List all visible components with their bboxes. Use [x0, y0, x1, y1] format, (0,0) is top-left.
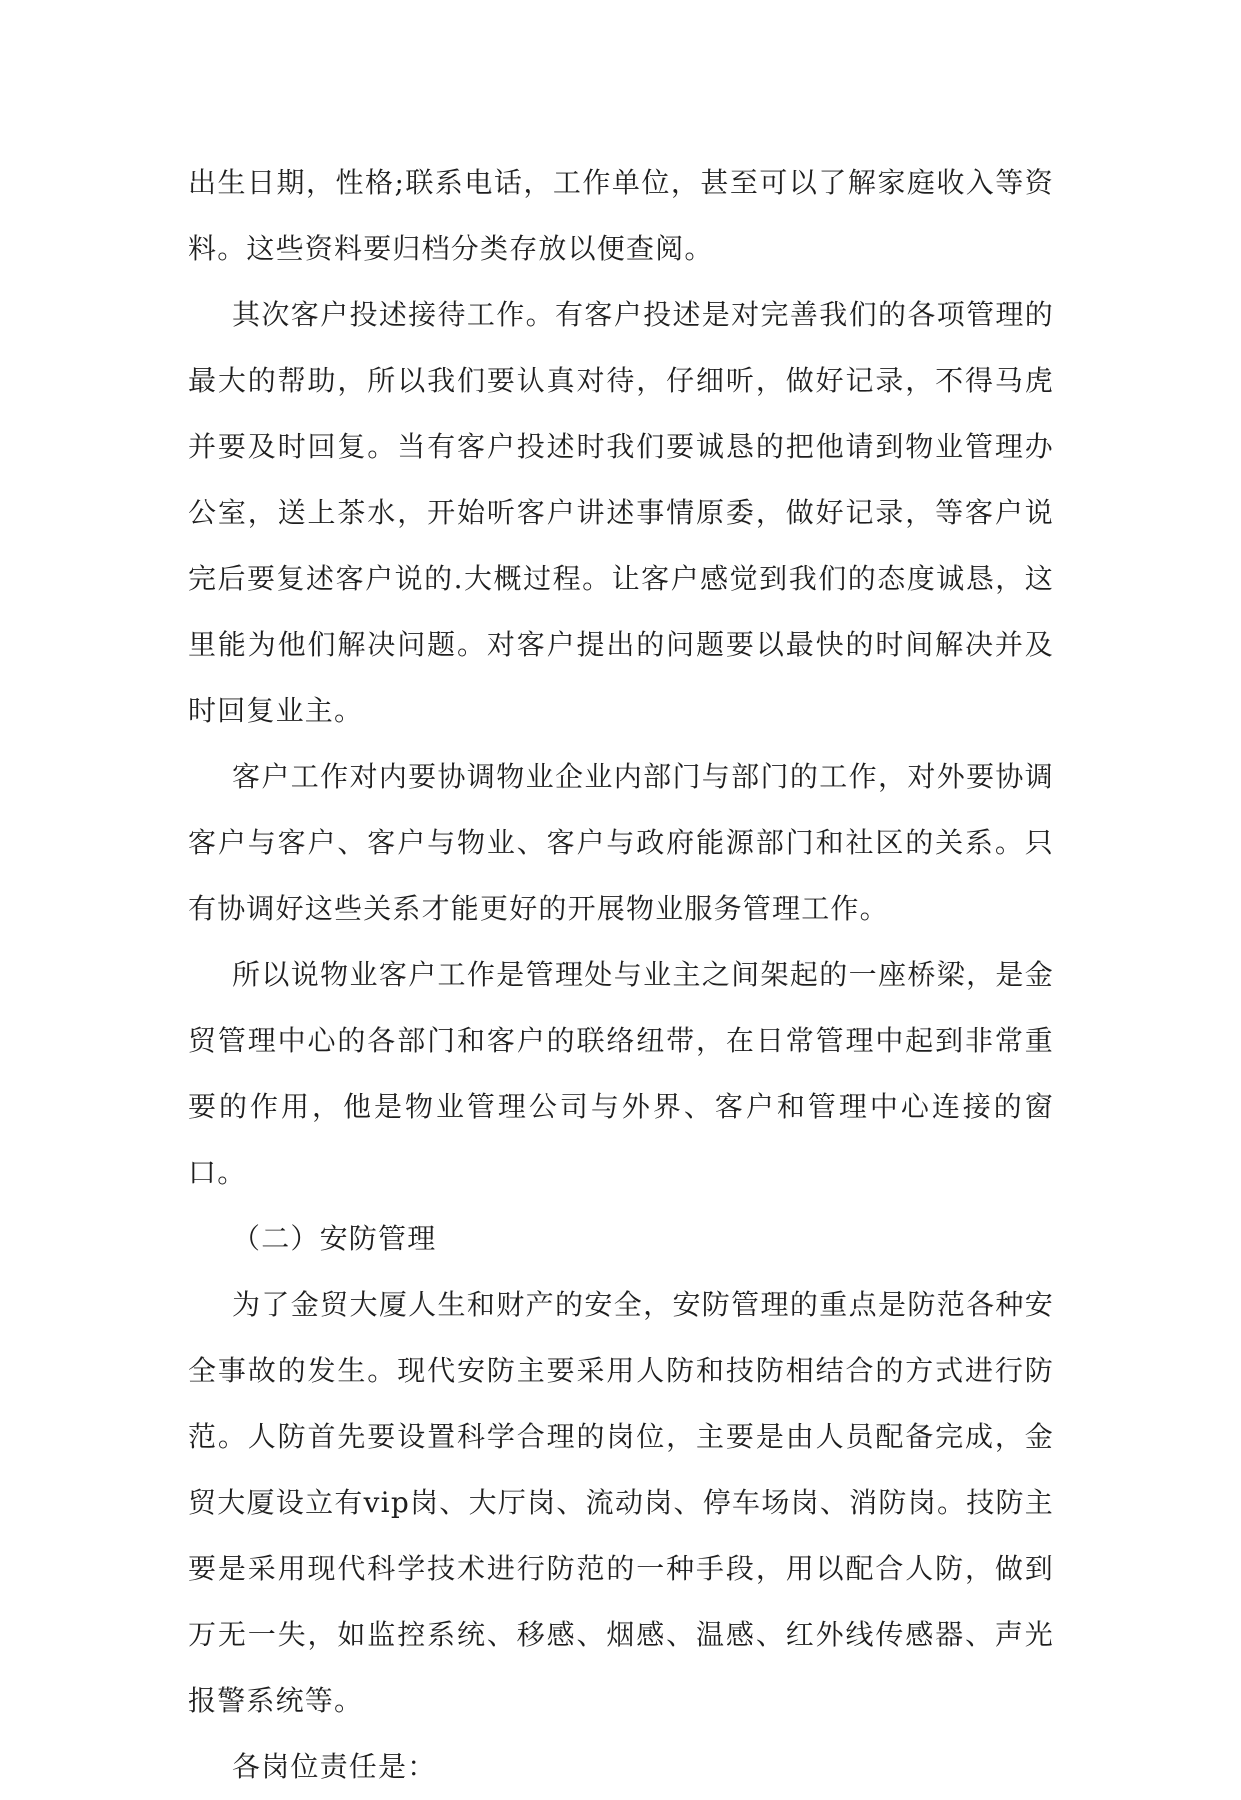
paragraph-complaint-reception: 其次客户投述接待工作。有客户投述是对完善我们的各项管理的最大的帮助，所以我们要认真对待，仔细听，做好记录，不得马虎并要及时回复。当有客户投述时我们要诚恳的把他请到物业管理办公室，送上茶水，开始听客户讲述事情原委，做好记录，等客户说完后要复述客户说的.大概过程。让客户感觉到我们的态度诚恳，这里能为他们解决问题。对客户提出的问题要以最快的时间解决并及时回复业主。: [188, 298, 1054, 727]
paragraph-client-records: 出生日期，性格;联系电话，工作单位，甚至可以了解家庭收入等资料。这些资料要归档分类存放以便查阅。: [188, 166, 1054, 265]
paragraph-client-coordination: 客户工作对内要协调物业企业内部门与部门的工作，对外要协调客户与客户、客户与物业、客户与政府能源部门和社区的关系。只有协调好这些关系才能更好的开展物业服务管理工作。: [188, 760, 1054, 925]
paragraph-post-responsibilities: 各岗位责任是：: [232, 1750, 437, 1783]
paragraph-security-management: 为了金贸大厦人生和财产的安全，安防管理的重点是防范各种安全事故的发生。现代安防主要采用人防和技防相结合的方式进行防范。人防首先要设置科学合理的岗位，主要是由人员配备完成，金贸大厦设立有vip岗、大厅岗、流动岗、停车场岗、消防岗。技防主要是采用现代科学技术进行防范的一种手段，用以配合人防，做到万无一失，如监控系统、移感、烟感、温感、红外线传感器、声光报警系统等。: [188, 1288, 1054, 1717]
paragraph-client-bridge: 所以说物业客户工作是管理处与业主之间架起的一座桥梁，是金贸管理中心的各部门和客户的联络纽带，在日常管理中起到非常重要的作用，他是物业管理公司与外界、客户和管理中心连接的窗口。: [188, 958, 1054, 1189]
section-heading-security: （二）安防管理: [232, 1222, 437, 1255]
document-body: [188, 150, 1054, 1800]
